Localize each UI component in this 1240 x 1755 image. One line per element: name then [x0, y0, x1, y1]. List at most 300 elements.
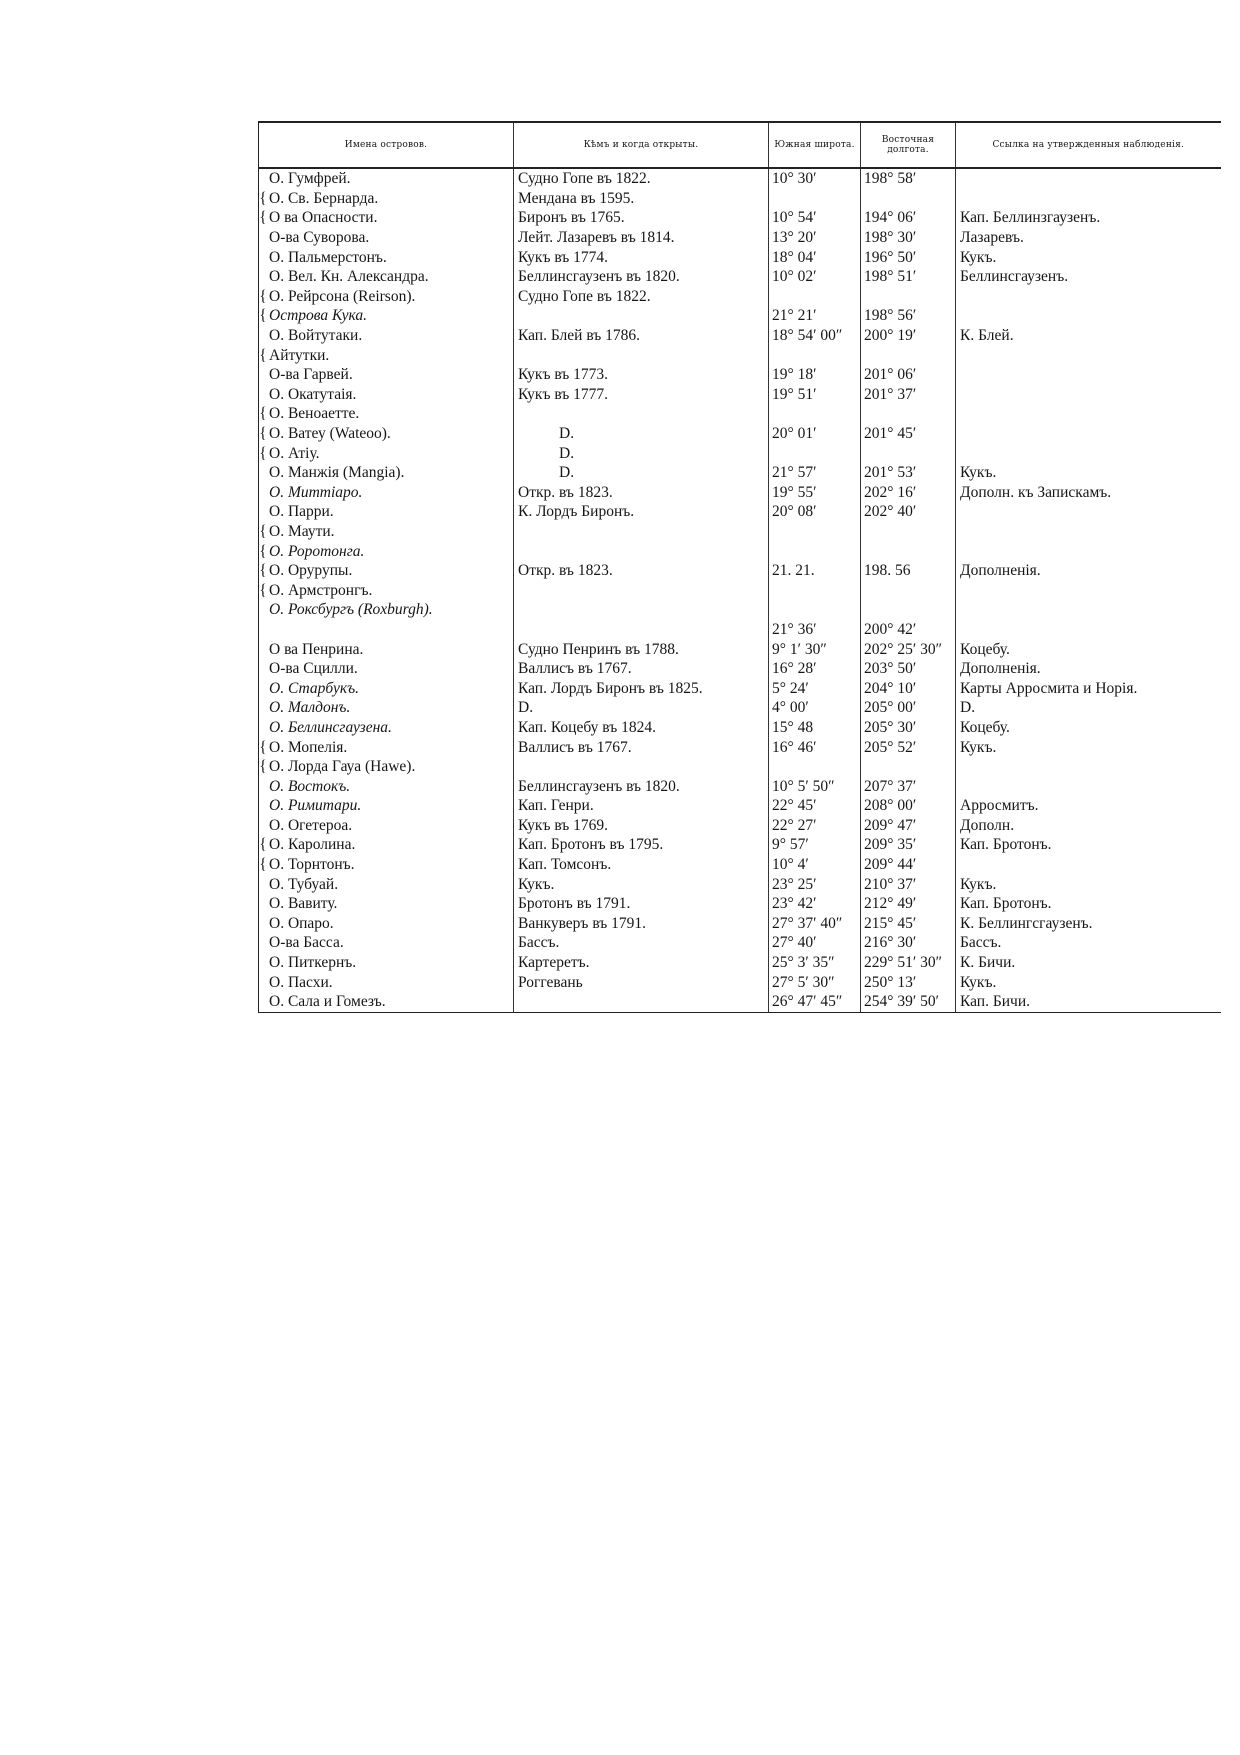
table-row [259, 816, 1221, 836]
table-row [259, 463, 1221, 483]
reference-cell [956, 168, 1221, 189]
table-row [259, 345, 1221, 365]
table-row [259, 208, 1221, 228]
longitude-cell: 229° 51′ 30″ [861, 953, 956, 973]
table-row [259, 835, 1221, 855]
island-name: О. Рейрсона (Reirson). [269, 287, 416, 305]
header-reference: Ссылка на утвержденныя наблюденія. [956, 122, 1221, 168]
discovered-by-cell: Кап. Генри. [514, 796, 769, 816]
reference-cell: Арросмитъ. [956, 796, 1221, 816]
header-discovered-by: Кѣмъ и когда открыты. [514, 122, 769, 168]
longitude-cell: 200° 19′ [861, 326, 956, 346]
reference-cell [956, 287, 1221, 307]
island-name-cell [259, 267, 514, 287]
latitude-cell: 15° 48 [769, 718, 861, 738]
island-name: О. Миттіаро. [269, 483, 363, 501]
discovered-by-cell: Судно Пенринъ въ 1788. [514, 639, 769, 659]
table-row [259, 168, 1221, 189]
longitude-cell: 215° 45′ [861, 914, 956, 934]
table-row [259, 561, 1221, 581]
grouping-brace-mark: { [259, 405, 267, 423]
latitude-cell: 25° 3′ 35″ [769, 953, 861, 973]
island-name-cell [259, 776, 514, 796]
longitude-cell: 201° 45′ [861, 424, 956, 444]
islands-table [258, 121, 1221, 1013]
longitude-cell: 202° 40′ [861, 502, 956, 522]
latitude-cell [769, 443, 861, 463]
island-name: О. Веноаетте. [269, 405, 360, 423]
island-name-cell [259, 168, 514, 189]
discovered-by-cell: Лейт. Лазаревъ въ 1814. [514, 228, 769, 248]
table-row [259, 247, 1221, 267]
longitude-cell [861, 345, 956, 365]
latitude-cell: 27° 40′ [769, 933, 861, 953]
header-south-latitude: Южная широта. [769, 122, 861, 168]
table-row [259, 698, 1221, 718]
island-name: О. Св. Бернарда. [269, 189, 379, 207]
grouping-brace-mark: { [259, 738, 267, 756]
discovered-by-cell: Кукъ въ 1773. [514, 365, 769, 385]
longitude-cell: 194° 06′ [861, 208, 956, 228]
discovered-by-cell: Кукъ. [514, 874, 769, 894]
latitude-cell: 22° 27′ [769, 816, 861, 836]
discovered-by-cell: Кап. Коцебу въ 1824. [514, 718, 769, 738]
island-name: О. Мопелія. [269, 738, 348, 756]
longitude-cell [861, 443, 956, 463]
grouping-brace-mark: { [259, 209, 267, 227]
discovered-by-cell: Кап. Блей въ 1786. [514, 326, 769, 346]
latitude-cell [769, 580, 861, 600]
reference-cell [956, 855, 1221, 875]
latitude-cell: 4° 00′ [769, 698, 861, 718]
discovered-by-cell: D. [514, 463, 769, 483]
latitude-cell: 21° 36′ [769, 620, 861, 640]
longitude-cell: 202° 16′ [861, 483, 956, 503]
island-name: О. Манжія (Mangia). [269, 464, 405, 482]
island-name-cell [259, 189, 514, 209]
longitude-cell: 209° 35′ [861, 835, 956, 855]
island-name: О. Роксбургъ (Roxburgh). [269, 601, 433, 619]
longitude-cell [861, 757, 956, 777]
table-row [259, 894, 1221, 914]
discovered-by-cell: D. [514, 698, 769, 718]
island-name-cell [259, 737, 514, 757]
discovered-by-cell: Валлисъ въ 1767. [514, 659, 769, 679]
reference-cell [956, 385, 1221, 405]
table-row [259, 306, 1221, 326]
grouping-brace-mark: { [259, 425, 267, 443]
longitude-cell: 198° 58′ [861, 168, 956, 189]
longitude-cell: 207° 37′ [861, 776, 956, 796]
table-row [259, 992, 1221, 1012]
reference-cell: Кап. Бротонъ. [956, 894, 1221, 914]
island-name: Айтутки. [269, 346, 330, 364]
latitude-cell [769, 345, 861, 365]
table-row [259, 443, 1221, 463]
latitude-cell: 10° 30′ [769, 168, 861, 189]
island-name-cell [259, 620, 514, 640]
reference-cell: D. [956, 698, 1221, 718]
island-name-cell [259, 718, 514, 738]
latitude-cell: 13° 20′ [769, 228, 861, 248]
discovered-by-cell: К. Лордъ Биронъ. [514, 502, 769, 522]
island-name-cell [259, 914, 514, 934]
longitude-cell: 205° 30′ [861, 718, 956, 738]
discovered-by-cell: Бротонъ въ 1791. [514, 894, 769, 914]
table-row [259, 874, 1221, 894]
reference-cell [956, 365, 1221, 385]
discovered-by-cell: Кап. Томсонъ. [514, 855, 769, 875]
island-name-cell [259, 287, 514, 307]
table-row [259, 678, 1221, 698]
latitude-cell: 18° 54′ 00″ [769, 326, 861, 346]
grouping-brace-mark: { [259, 836, 267, 854]
longitude-cell: 250° 13′ [861, 972, 956, 992]
table-row [259, 404, 1221, 424]
reference-cell [956, 345, 1221, 365]
longitude-cell: 205° 00′ [861, 698, 956, 718]
grouping-brace-mark: { [259, 562, 267, 580]
island-name-cell [259, 639, 514, 659]
island-name: О. Орурупы. [269, 562, 353, 580]
reference-cell: Беллинсгаузенъ. [956, 267, 1221, 287]
discovered-by-cell: Беллинсгаузенъ въ 1820. [514, 776, 769, 796]
islands-table-page [258, 121, 1220, 1013]
latitude-cell: 22° 45′ [769, 796, 861, 816]
island-name: О-ва Суворова. [269, 229, 370, 247]
island-name-cell [259, 894, 514, 914]
longitude-cell: 210° 37′ [861, 874, 956, 894]
island-name: Острова Кука. [269, 307, 368, 325]
island-name: О-ва Гарвей. [269, 366, 353, 384]
island-name: О. Огетероа. [269, 816, 353, 834]
discovered-by-cell [514, 620, 769, 640]
island-name-cell [259, 874, 514, 894]
discovered-by-cell: Судно Гопе въ 1822. [514, 287, 769, 307]
longitude-cell: 198° 30′ [861, 228, 956, 248]
latitude-cell [769, 404, 861, 424]
discovered-by-cell: Мендана въ 1595. [514, 189, 769, 209]
reference-cell: Дополн. къ Запискамъ. [956, 483, 1221, 503]
island-name-cell [259, 855, 514, 875]
grouping-brace-mark: { [259, 542, 267, 560]
island-name-cell [259, 522, 514, 542]
island-name-cell [259, 345, 514, 365]
island-name: О. Вавиту. [269, 895, 338, 913]
discovered-by-cell: Откр. въ 1823. [514, 483, 769, 503]
latitude-cell: 20° 01′ [769, 424, 861, 444]
island-name-cell [259, 561, 514, 581]
discovered-by-cell [514, 541, 769, 561]
latitude-cell: 10° 4′ [769, 855, 861, 875]
island-name: О. Старбукъ. [269, 679, 360, 697]
longitude-cell [861, 522, 956, 542]
longitude-cell: 216° 30′ [861, 933, 956, 953]
reference-cell [956, 757, 1221, 777]
table-row [259, 600, 1221, 620]
island-name-cell [259, 835, 514, 855]
island-name: О ва Опасности. [269, 209, 378, 227]
reference-cell [956, 502, 1221, 522]
longitude-cell: 212° 49′ [861, 894, 956, 914]
longitude-cell: 205° 52′ [861, 737, 956, 757]
latitude-cell [769, 600, 861, 620]
island-name-cell [259, 208, 514, 228]
island-name: О. Армстронгъ. [269, 581, 373, 599]
reference-cell: Лазаревъ. [956, 228, 1221, 248]
longitude-cell: 198. 56 [861, 561, 956, 581]
table-row [259, 541, 1221, 561]
island-name-cell [259, 306, 514, 326]
table-row [259, 287, 1221, 307]
island-name: О. Роротонга. [269, 542, 365, 560]
island-name: О-ва Басса. [269, 934, 344, 952]
latitude-cell [769, 522, 861, 542]
island-name-cell [259, 659, 514, 679]
discovered-by-cell [514, 600, 769, 620]
discovered-by-cell: Картеретъ. [514, 953, 769, 973]
island-name-cell [259, 463, 514, 483]
reference-cell: Дополненія. [956, 659, 1221, 679]
table-body [259, 168, 1221, 1012]
discovered-by-cell: Судно Гопе въ 1822. [514, 168, 769, 189]
island-name: О. Опаро. [269, 914, 334, 932]
island-name: О ва Пенрина. [269, 640, 364, 658]
latitude-cell: 10° 5′ 50″ [769, 776, 861, 796]
reference-cell [956, 306, 1221, 326]
latitude-cell: 5° 24′ [769, 678, 861, 698]
discovered-by-cell: Валлисъ въ 1767. [514, 737, 769, 757]
island-name: О. Парри. [269, 503, 334, 521]
header-east-longitude: Восточная долгота. [861, 122, 956, 168]
discovered-by-cell [514, 345, 769, 365]
longitude-cell [861, 404, 956, 424]
longitude-cell [861, 287, 956, 307]
longitude-cell: 198° 56′ [861, 306, 956, 326]
island-name: О. Римитари. [269, 797, 362, 815]
island-name: О. Пасхи. [269, 973, 333, 991]
longitude-cell: 208° 00′ [861, 796, 956, 816]
table-row [259, 424, 1221, 444]
latitude-cell: 21° 21′ [769, 306, 861, 326]
latitude-cell: 9° 1′ 30″ [769, 639, 861, 659]
island-name-cell [259, 424, 514, 444]
longitude-cell: 200° 42′ [861, 620, 956, 640]
island-name: О. Маути. [269, 522, 335, 540]
island-name-cell [259, 678, 514, 698]
island-name-cell [259, 600, 514, 620]
latitude-cell: 10° 54′ [769, 208, 861, 228]
latitude-cell [769, 287, 861, 307]
table-row [259, 502, 1221, 522]
island-name-cell [259, 698, 514, 718]
island-name-cell [259, 326, 514, 346]
table-row [259, 385, 1221, 405]
latitude-cell: 9° 57′ [769, 835, 861, 855]
latitude-cell: 27° 5′ 30″ [769, 972, 861, 992]
table-row [259, 522, 1221, 542]
reference-cell: Бассъ. [956, 933, 1221, 953]
latitude-cell: 27° 37′ 40″ [769, 914, 861, 934]
island-name-cell [259, 443, 514, 463]
table-row [259, 776, 1221, 796]
reference-cell: Кап. Бротонъ. [956, 835, 1221, 855]
discovered-by-cell: Откр. въ 1823. [514, 561, 769, 581]
discovered-by-cell [514, 757, 769, 777]
grouping-brace-mark: { [259, 856, 267, 874]
grouping-brace-mark: { [259, 189, 267, 207]
island-name: О. Атіу. [269, 444, 320, 462]
table-row [259, 189, 1221, 209]
table-row [259, 972, 1221, 992]
longitude-cell: 209° 44′ [861, 855, 956, 875]
table-row [259, 365, 1221, 385]
island-name-cell [259, 502, 514, 522]
island-name-cell [259, 541, 514, 561]
reference-cell: Кукъ. [956, 247, 1221, 267]
longitude-cell [861, 189, 956, 209]
table-header [259, 122, 1221, 168]
table-row [259, 267, 1221, 287]
latitude-cell: 21. 21. [769, 561, 861, 581]
latitude-cell [769, 541, 861, 561]
discovered-by-cell [514, 404, 769, 424]
reference-cell [956, 424, 1221, 444]
reference-cell: Карты Арросмита и Норія. [956, 678, 1221, 698]
reference-cell [956, 522, 1221, 542]
discovered-by-cell: Роггевань [514, 972, 769, 992]
discovered-by-cell [514, 580, 769, 600]
table-row [259, 718, 1221, 738]
reference-cell: К. Блей. [956, 326, 1221, 346]
longitude-cell: 196° 50′ [861, 247, 956, 267]
discovered-by-cell: Беллинсгаузенъ въ 1820. [514, 267, 769, 287]
longitude-cell: 201° 53′ [861, 463, 956, 483]
discovered-by-cell: Кап. Бротонъ въ 1795. [514, 835, 769, 855]
island-name-cell [259, 404, 514, 424]
latitude-cell: 20° 08′ [769, 502, 861, 522]
island-name: О. Войтутаки. [269, 327, 363, 345]
island-name-cell [259, 483, 514, 503]
latitude-cell: 19° 55′ [769, 483, 861, 503]
table-row [259, 914, 1221, 934]
header-island-names: Имена островов. [259, 122, 514, 168]
island-name: О. Окатутаія. [269, 385, 357, 403]
reference-cell: Кап. Бичи. [956, 992, 1221, 1012]
discovered-by-cell: Кап. Лордъ Биронъ въ 1825. [514, 678, 769, 698]
longitude-cell [861, 580, 956, 600]
table-row [259, 855, 1221, 875]
latitude-cell: 26° 47′ 45″ [769, 992, 861, 1012]
reference-cell [956, 580, 1221, 600]
reference-cell: К. Беллингсгаузенъ. [956, 914, 1221, 934]
latitude-cell: 16° 28′ [769, 659, 861, 679]
table-row [259, 639, 1221, 659]
discovered-by-cell: Биронъ въ 1765. [514, 208, 769, 228]
longitude-cell: 201° 37′ [861, 385, 956, 405]
island-name: О. Малдонъ. [269, 699, 351, 717]
discovered-by-cell: Бассъ. [514, 933, 769, 953]
island-name-cell [259, 972, 514, 992]
latitude-cell [769, 189, 861, 209]
island-name-cell [259, 580, 514, 600]
table-row [259, 757, 1221, 777]
table-row [259, 483, 1221, 503]
longitude-cell [861, 600, 956, 620]
island-name: О. Ватеу (Wateoo). [269, 425, 391, 443]
island-name: О. Гумфрей. [269, 170, 351, 188]
longitude-cell: 198° 51′ [861, 267, 956, 287]
discovered-by-cell: Ванкуверъ въ 1791. [514, 914, 769, 934]
island-name: О. Питкернъ. [269, 954, 357, 972]
island-name-cell [259, 816, 514, 836]
table-row [259, 620, 1221, 640]
table-row [259, 737, 1221, 757]
longitude-cell: 204° 10′ [861, 678, 956, 698]
reference-cell: К. Бичи. [956, 953, 1221, 973]
latitude-cell: 16° 46′ [769, 737, 861, 757]
latitude-cell [769, 757, 861, 777]
island-name-cell [259, 385, 514, 405]
longitude-cell: 254° 39′ 50′ [861, 992, 956, 1012]
island-name: О. Сала и Гомезъ. [269, 993, 386, 1011]
grouping-brace-mark: { [259, 307, 267, 325]
table-row [259, 659, 1221, 679]
island-name: О. Торнтонъ. [269, 856, 355, 874]
grouping-brace-mark: { [259, 581, 267, 599]
island-name-cell [259, 796, 514, 816]
reference-cell: Кукъ. [956, 874, 1221, 894]
discovered-by-cell: Кукъ въ 1774. [514, 247, 769, 267]
reference-cell [956, 620, 1221, 640]
latitude-cell: 10° 02′ [769, 267, 861, 287]
island-name: О. Вел. Кн. Александра. [269, 268, 429, 286]
table-row [259, 796, 1221, 816]
reference-cell: Кап. Беллинзгаузенъ. [956, 208, 1221, 228]
longitude-cell [861, 541, 956, 561]
longitude-cell: 202° 25′ 30″ [861, 639, 956, 659]
island-name-cell [259, 365, 514, 385]
island-name: О. Пальмерстонъ. [269, 248, 387, 266]
island-name: О. Каролина. [269, 836, 356, 854]
latitude-cell: 19° 51′ [769, 385, 861, 405]
island-name: О. Востокъ. [269, 777, 351, 795]
reference-cell: Коцебу. [956, 639, 1221, 659]
reference-cell [956, 404, 1221, 424]
discovered-by-cell [514, 306, 769, 326]
island-name: О-ва Сцилли. [269, 660, 358, 678]
island-name-cell [259, 757, 514, 777]
table-row [259, 953, 1221, 973]
grouping-brace-mark: { [259, 758, 267, 776]
island-name: О. Лорда Гауа (Hawe). [269, 758, 416, 776]
island-name: О. Беллинсгаузена. [269, 718, 392, 736]
grouping-brace-mark: { [259, 287, 267, 305]
longitude-cell: 201° 06′ [861, 365, 956, 385]
reference-cell [956, 776, 1221, 796]
table-row [259, 228, 1221, 248]
island-name-cell [259, 953, 514, 973]
island-name-cell [259, 228, 514, 248]
table-row [259, 326, 1221, 346]
island-name: О. Тубуай. [269, 875, 339, 893]
longitude-cell: 203° 50′ [861, 659, 956, 679]
latitude-cell: 23° 25′ [769, 874, 861, 894]
latitude-cell: 18° 04′ [769, 247, 861, 267]
reference-cell [956, 541, 1221, 561]
latitude-cell: 23° 42′ [769, 894, 861, 914]
table-row [259, 933, 1221, 953]
